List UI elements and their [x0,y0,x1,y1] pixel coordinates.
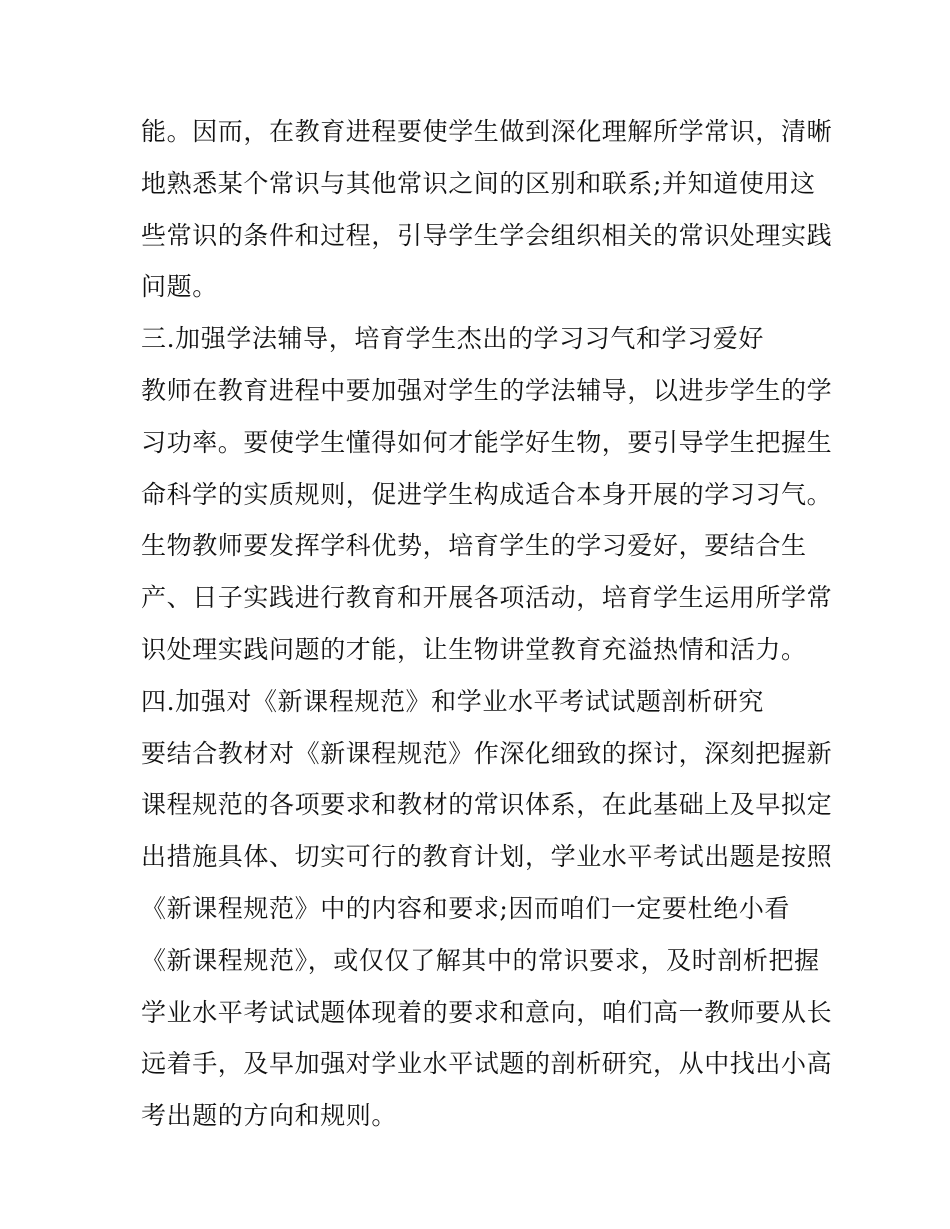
text-line: 《新课程规范》中的内容和要求;因而咱们一定要杜绝小看 [141,893,791,923]
text-line: 出措施具体、切实可行的教育计划，学业水平考试出题是按照 [141,842,833,872]
text-line: 考出题的方向和规则。 [141,1101,398,1131]
text-line: 学业水平考试试题体现着的要求和意向，咱们高一教师要从长 [141,997,833,1027]
text-line: 课程规范的各项要求和教材的常识体系，在此基础上及早拟定 [141,790,833,820]
section-heading: 三.加强学法辅导，培育学生杰出的学习习气和学习爱好 [141,324,764,354]
text-line: 识处理实践问题的才能，让生物讲堂教育充溢热情和活力。 [141,634,807,664]
text-line: 能。因而，在教育进程要使学生做到深化理解所学常识，清晰 [141,117,833,146]
text-line: 《新课程规范》，或仅仅了解其中的常识要求，及时剖析把握 [141,945,820,975]
text-line: 习功率。要使学生懂得如何才能学好生物，要引导学生把握生 [141,427,833,457]
document-body [141,106,833,1142]
text-line: 问题。 [141,272,218,302]
text-line: 要结合教材对《新课程规范》作深化细致的探讨，深刻把握新 [141,738,833,768]
text-line: 教师在教育进程中要加强对学生的学法辅导，以进步学生的学 [141,375,833,405]
text-line: 命科学的实质规则，促进学生构成适合本身开展的学习习气。 [141,479,833,509]
section-heading: 四.加强对《新课程规范》和学业水平考试试题剖析研究 [141,686,764,716]
text-line: 地熟悉某个常识与其他常识之间的区别和联系;并知道使用这 [141,168,816,198]
text-line: 生物教师要发挥学科优势，培育学生的学习爱好，要结合生 [141,531,807,561]
text-line: 些常识的条件和过程，引导学生学会组织相关的常识处理实践 [141,220,833,250]
text-line: 远着手，及早加强对学业水平试题的剖析研究，从中找出小高 [141,1049,833,1079]
text-line: 产、日子实践进行教育和开展各项活动，培育学生运用所学常 [141,583,833,613]
